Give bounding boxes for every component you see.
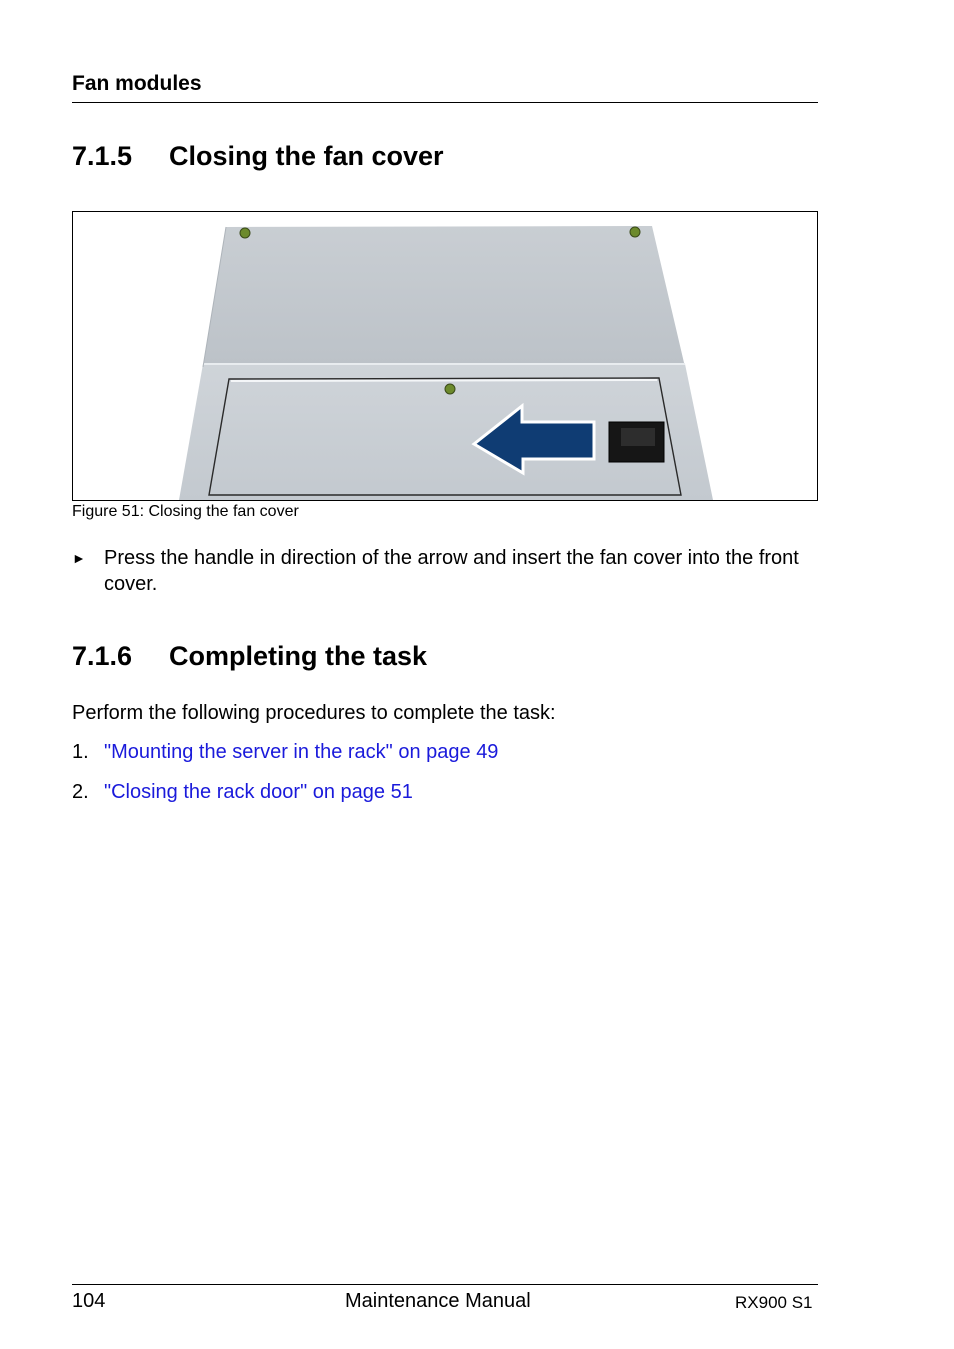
step-number: 2. (72, 781, 89, 803)
fan-cover-illustration (73, 212, 817, 500)
link-mounting-server[interactable]: "Mounting the server in the rack" on page 49 (104, 741, 499, 763)
instruction-text: Press the handle in direction of the arrow and insert the fan cover into the front cover. (104, 547, 799, 595)
section-number: 7.1.6 (72, 641, 133, 671)
footer-title: Maintenance Manual (345, 1290, 531, 1312)
footer-product: RX900 S1 (735, 1293, 813, 1312)
section-title: Completing the task (169, 641, 428, 671)
section-title: Closing the fan cover (169, 141, 444, 171)
intro-paragraph: Perform the following procedures to complete the task: (72, 702, 556, 724)
link-closing-rack-door[interactable]: "Closing the rack door" on page 51 (104, 781, 413, 803)
section-heading-completing-task (72, 641, 427, 672)
section-heading-closing-fan-cover (72, 141, 444, 172)
running-header: Fan modules (72, 72, 202, 95)
section-number: 7.1.5 (72, 141, 133, 171)
step-number: 1. (72, 741, 89, 763)
header-rule (72, 102, 818, 103)
procedure-step (72, 781, 413, 804)
footer-rule (72, 1284, 818, 1285)
procedure-step (72, 741, 498, 764)
page-number: 104 (72, 1290, 106, 1312)
bullet-arrow-icon: ► (72, 550, 86, 566)
figure-fan-cover (72, 211, 818, 501)
figure-caption: Figure 51: Closing the fan cover (72, 503, 299, 520)
